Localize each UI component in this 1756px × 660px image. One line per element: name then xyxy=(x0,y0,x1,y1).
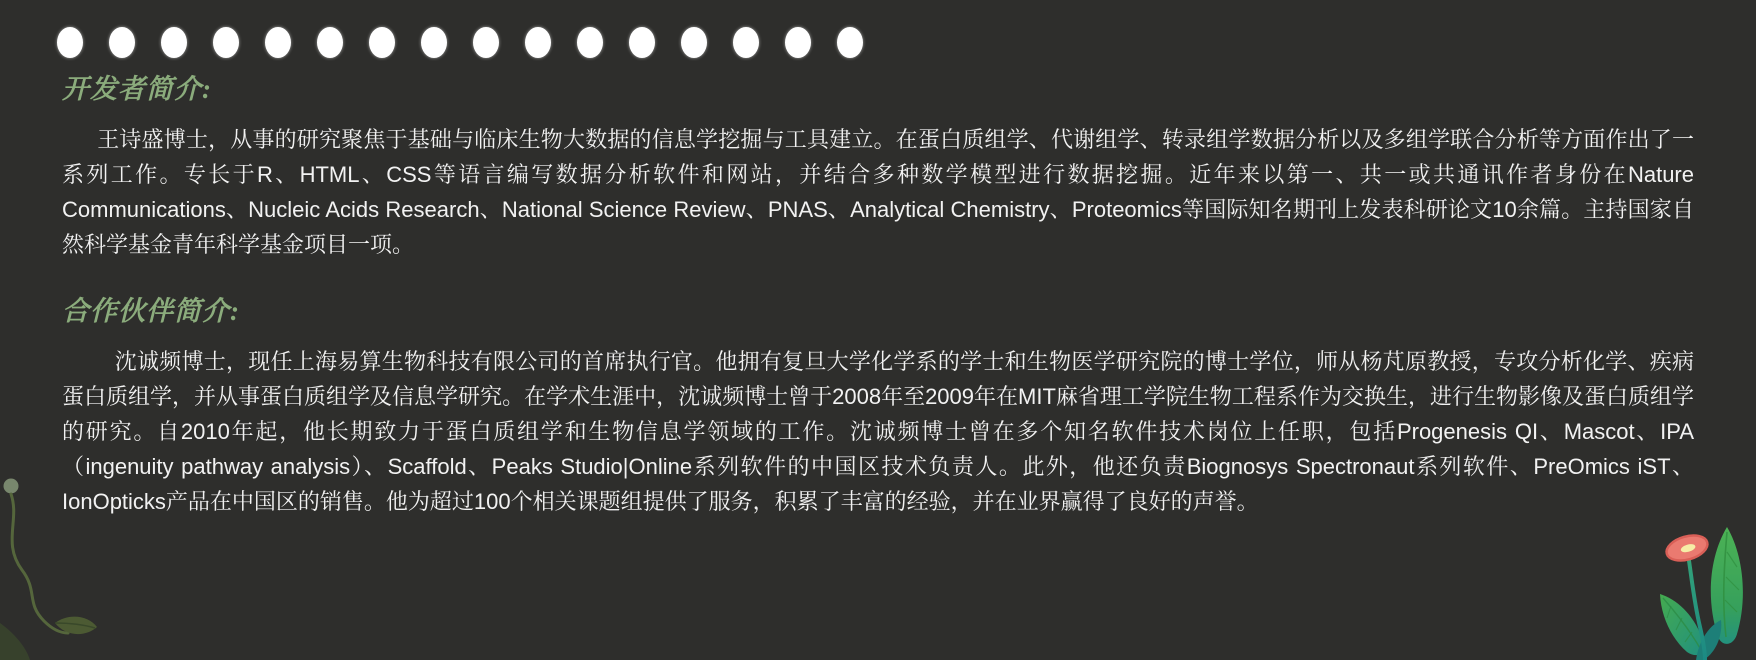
binding-hole xyxy=(681,27,707,58)
binding-hole xyxy=(265,27,291,58)
partner-intro-heading: 合作伙伴简介: xyxy=(62,296,240,326)
binding-hole xyxy=(473,27,499,58)
binding-hole xyxy=(317,27,343,58)
binding-hole xyxy=(785,27,811,58)
binding-holes-row xyxy=(57,27,863,58)
binding-hole xyxy=(629,27,655,58)
binding-hole xyxy=(577,27,603,58)
binding-hole xyxy=(109,27,135,58)
partner-intro-paragraph: 沈诚频博士，现任上海易算生物科技有限公司的首席执行官。他拥有复旦大学化学系的学士和生物医学研究院的博士学位，师从杨芃原教授，专攻分析化学、疾病蛋白质组学，并从事蛋白质组学及信息学研究。在学术生涯中，沈诚频博士曾于2008年至2009年在MIT麻省理工学院生物工程系作为交换生，进行生物影像及蛋白质组学的研究。自2010年起，他长期致力于蛋白质组学和生物信息学领域的工作。沈诚频博士曾在多个知名软件技术岗位上任职，包括Progenesis QI、Mascot、IPA（ingenuity pathway analysis）、Scaffold、Peaks Studio|Online系列软件的中国区技术负责人。此外，他还负责Biognosys Spectronaut系列软件、PreOmics iST、IonOpticks产品在中国区的销售。他为超过100个相关课题组提供了服务，积累了丰富的经验，并在业界赢得了良好的声誉。 xyxy=(62,349,1694,514)
binding-hole xyxy=(525,27,551,58)
binding-hole xyxy=(733,27,759,58)
binding-hole xyxy=(837,27,863,58)
binding-hole xyxy=(421,27,447,58)
developer-intro-paragraph: 王诗盛博士，从事的研究聚焦于基础与临床生物大数据的信息学挖掘与工具建立。在蛋白质组学、代谢组学、转录组学数据分析以及多组学联合分析等方面作出了一系列工作。专长于R、HTML、CSS等语言编写数据分析软件和网站，并结合多种数学模型进行数据挖掘。近年来以第一、共一或共通讯作者身份在Nature Communications、Nucleic Acids Research、National Science Review、PNAS、Analytical Chemistry、Proteomics等国际知名期刊上发表科研论文10余篇。主持国家自然科学基金青年科学基金项目一项。 xyxy=(62,127,1694,257)
binding-hole xyxy=(161,27,187,58)
binding-hole xyxy=(369,27,395,58)
slide-content xyxy=(62,72,1694,519)
binding-hole xyxy=(57,27,83,58)
binding-hole xyxy=(213,27,239,58)
developer-intro-heading: 开发者简介: xyxy=(62,74,212,104)
